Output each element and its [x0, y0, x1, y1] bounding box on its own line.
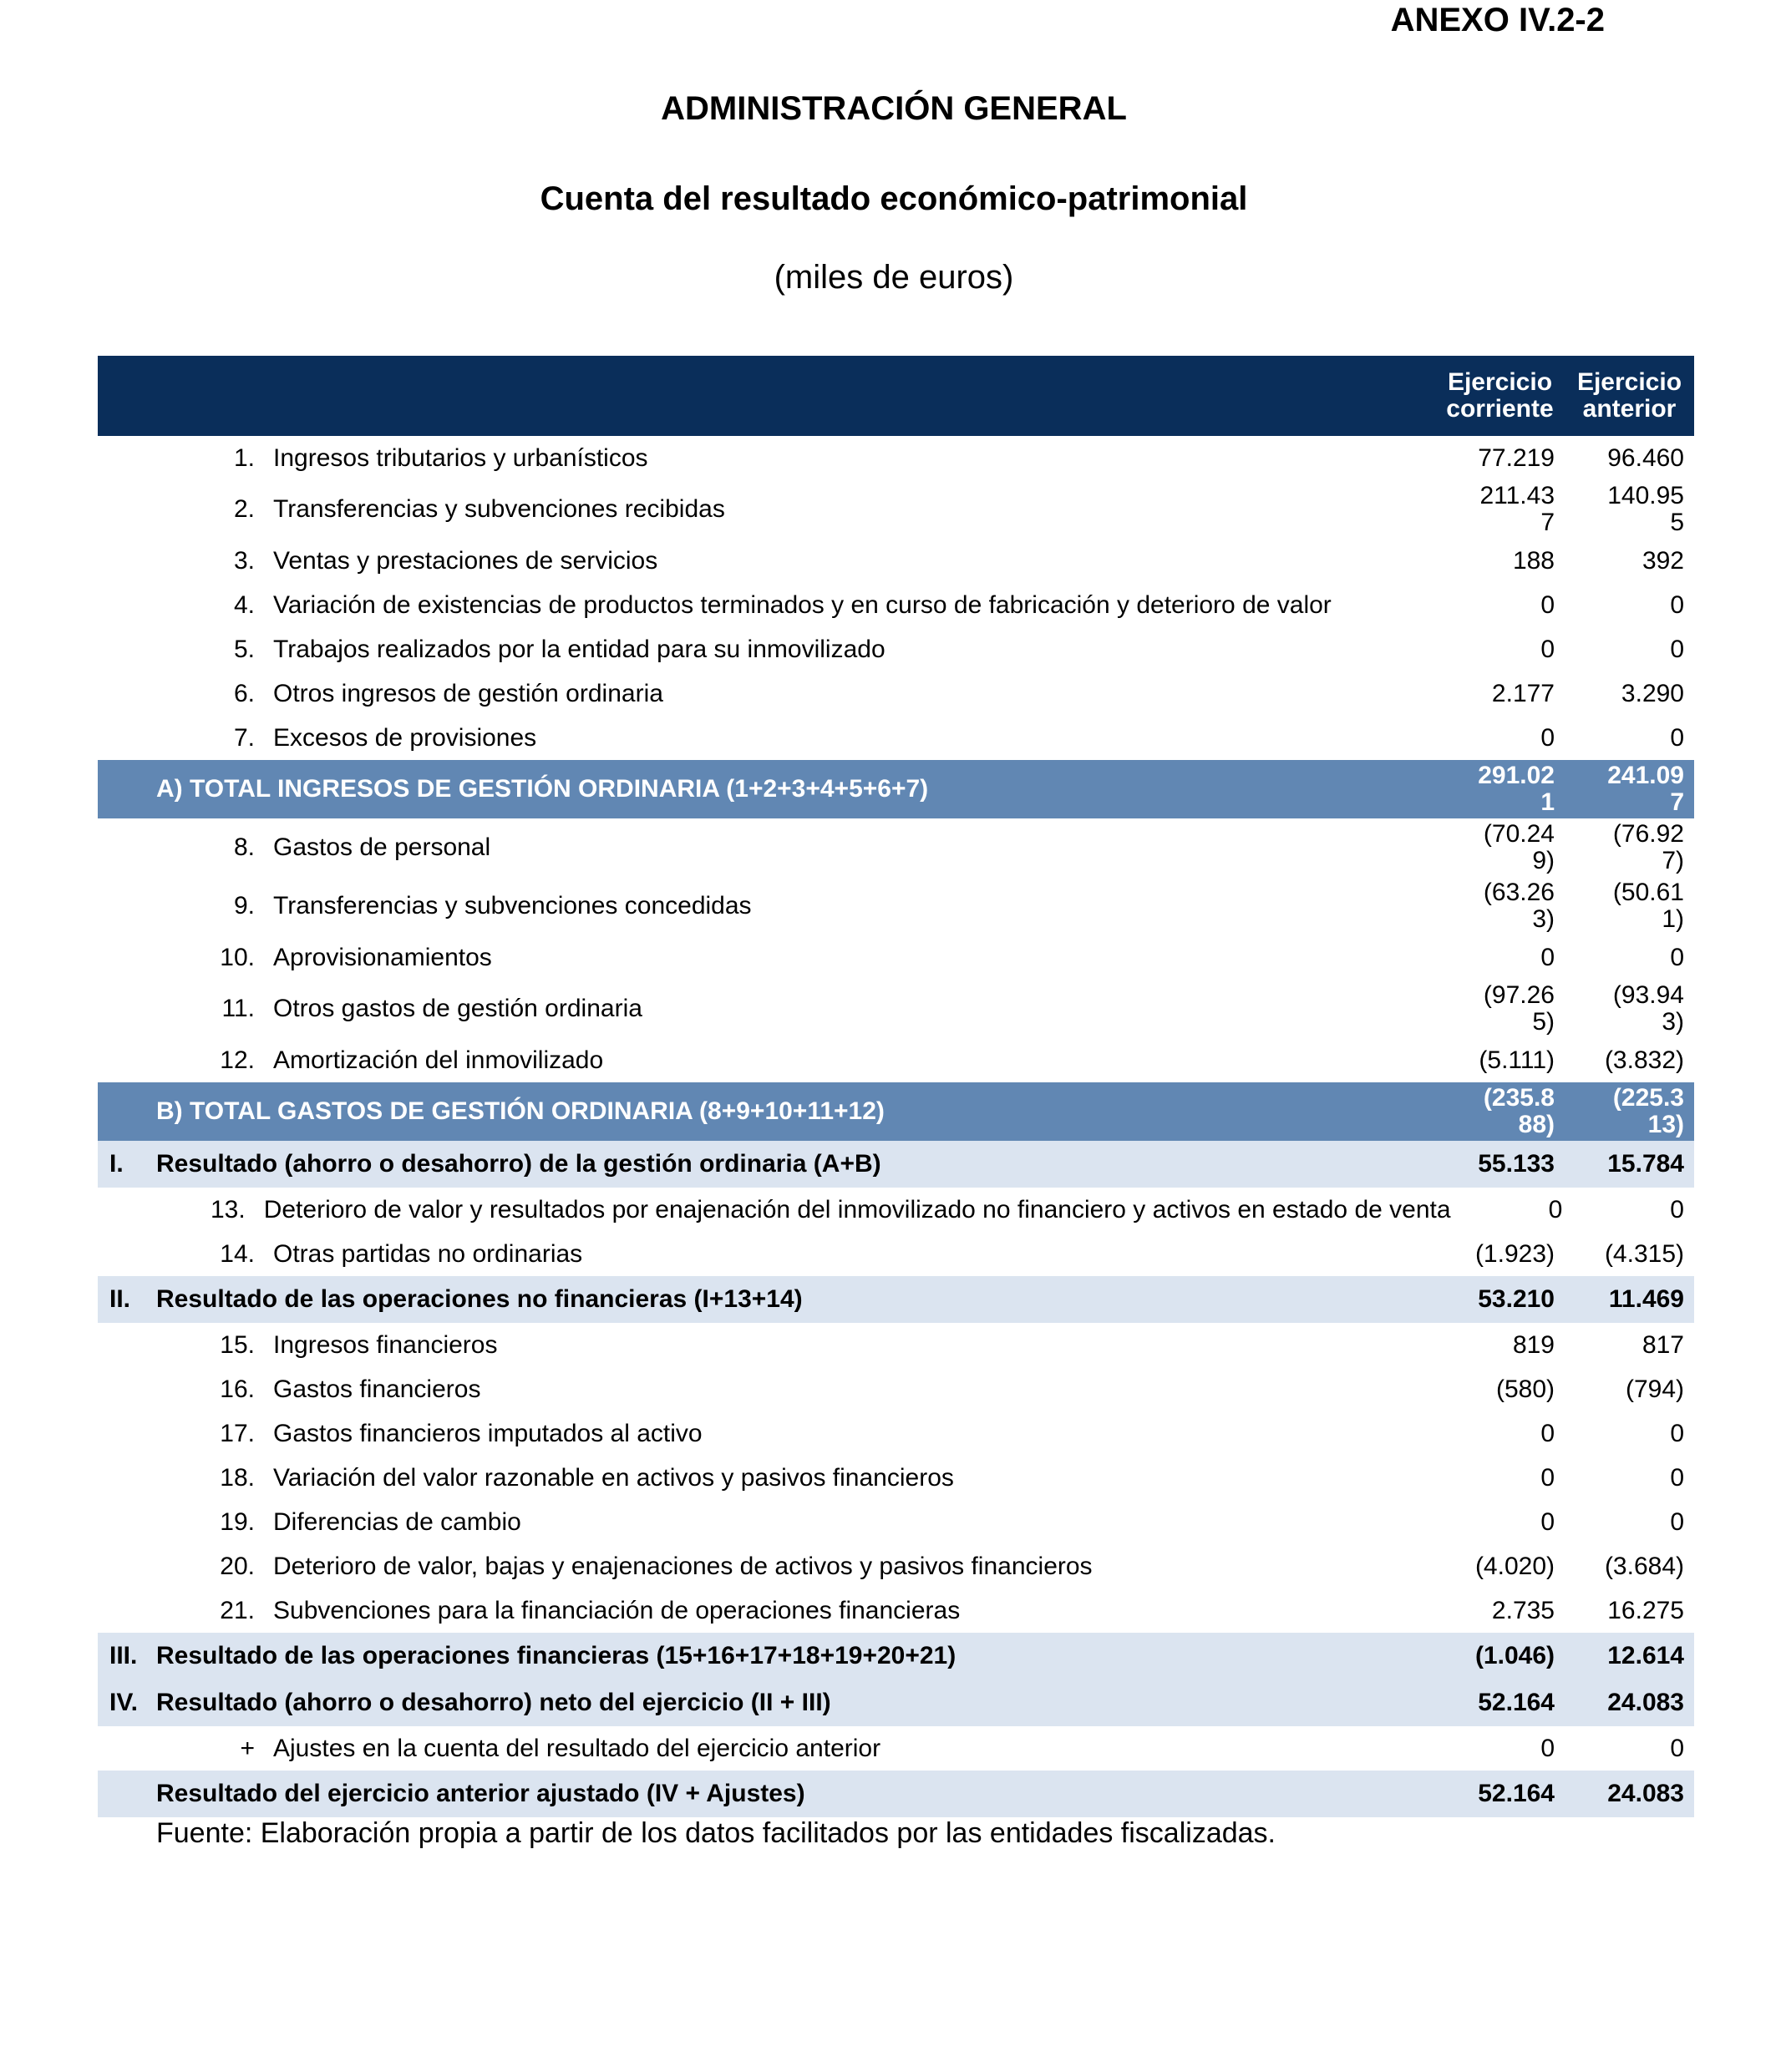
- row-label: A) TOTAL INGRESOS DE GESTIÓN ORDINARIA (1+2+3+4+5+6+7): [156, 775, 929, 803]
- value-current: 0: [1540, 1507, 1555, 1536]
- row-number: 15.: [220, 1330, 255, 1359]
- value-current: (235.8 88): [1483, 1084, 1555, 1138]
- value-current: 0: [1540, 943, 1555, 971]
- row-label: Ingresos financieros: [273, 1330, 498, 1359]
- row-number: +: [240, 1734, 255, 1762]
- row-number: 9.: [233, 892, 255, 919]
- row-number: 19.: [220, 1507, 255, 1536]
- row-number: 6.: [233, 679, 255, 707]
- value-previous: 15.784: [1607, 1150, 1684, 1178]
- result-row: [98, 1633, 1694, 1679]
- row-number: 1.: [233, 443, 255, 472]
- value-previous: (50.61 1): [1612, 879, 1684, 933]
- row-number: 2.: [233, 495, 255, 523]
- table-row: [98, 1456, 1694, 1500]
- row-label: Resultado (ahorro o desahorro) de la gestión ordinaria (A+B): [156, 1150, 881, 1178]
- row-number: 10.: [220, 943, 255, 971]
- total-row: [98, 760, 1694, 818]
- row-label: Trabajos realizados por la entidad para su inmovilizado: [273, 635, 885, 663]
- value-previous: 817: [1642, 1330, 1684, 1359]
- table-row: [98, 1500, 1694, 1544]
- row-label: Deterioro de valor y resultados por enajenación del inmovilizado no financiero y activos en estado de venta: [263, 1195, 1451, 1223]
- table-header: [98, 356, 1694, 436]
- row-label: B) TOTAL GASTOS DE GESTIÓN ORDINARIA (8+9+10+11+12): [156, 1097, 885, 1125]
- result-row: [98, 1771, 1694, 1817]
- document-title: ADMINISTRACIÓN GENERAL: [661, 90, 1127, 127]
- roman-numeral: III.: [109, 1642, 138, 1669]
- row-label: Subvenciones para la financiación de operaciones financieras: [273, 1596, 961, 1624]
- table-row: [98, 818, 1694, 877]
- value-current: (4.020): [1474, 1552, 1555, 1580]
- value-current: 188: [1512, 546, 1555, 575]
- row-label: Gastos financieros: [273, 1375, 481, 1403]
- value-previous: 0: [1670, 590, 1684, 619]
- table-row: [98, 627, 1694, 671]
- value-current: 0: [1540, 590, 1555, 619]
- value-previous: 0: [1670, 1734, 1684, 1762]
- row-label: Deterioro de valor, bajas y enajenaciones de activos y pasivos financieros: [273, 1552, 1093, 1580]
- row-label: Variación de existencias de productos terminados y en curso de fabricación y deterioro de valor: [273, 590, 1332, 619]
- result-row: [98, 1141, 1694, 1188]
- value-current: 55.133: [1478, 1150, 1555, 1178]
- document-subtitle: Cuenta del resultado económico-patrimonial: [540, 180, 1248, 217]
- value-current: (1.923): [1474, 1239, 1555, 1268]
- result-row: [98, 1276, 1694, 1323]
- row-number: 4.: [233, 590, 255, 619]
- value-current: 2.177: [1491, 679, 1555, 707]
- row-label: Resultado (ahorro o desahorro) neto del ejercicio (II + III): [156, 1689, 831, 1716]
- value-current: (1.046): [1474, 1642, 1555, 1669]
- col-header-previous: Ejercicio anterior: [1576, 368, 1682, 423]
- row-number: 11.: [221, 995, 255, 1022]
- value-current: 77.219: [1478, 443, 1555, 472]
- value-previous: 3.290: [1621, 679, 1684, 707]
- row-label: Transferencias y subvenciones recibidas: [273, 495, 725, 523]
- value-previous: 0: [1670, 723, 1684, 752]
- value-previous: 0: [1670, 1507, 1684, 1536]
- value-current: 0: [1540, 1734, 1555, 1762]
- value-previous: (93.94 3): [1612, 981, 1684, 1036]
- row-label: Variación del valor razonable en activos y pasivos financieros: [273, 1463, 954, 1492]
- row-label: Amortización del inmovilizado: [273, 1046, 604, 1074]
- row-label: Transferencias y subvenciones concedidas: [273, 892, 752, 919]
- units-note: (miles de euros): [774, 259, 1014, 296]
- table-row: [98, 1323, 1694, 1367]
- value-previous: (225.3 13): [1612, 1084, 1684, 1138]
- value-previous: 0: [1670, 635, 1684, 663]
- value-current: 52.164: [1478, 1689, 1555, 1716]
- row-label: Ajustes en la cuenta del resultado del ejercicio anterior: [273, 1734, 881, 1762]
- table-row: [98, 1411, 1694, 1456]
- value-current: 211.43 7: [1479, 482, 1555, 536]
- value-previous: 140.95 5: [1607, 482, 1684, 536]
- row-number: 16.: [220, 1375, 255, 1403]
- result-table: [98, 356, 1694, 1817]
- row-label: Otros gastos de gestión ordinaria: [273, 995, 642, 1022]
- row-label: Excesos de provisiones: [273, 723, 537, 752]
- value-current: 291.02 1: [1478, 762, 1555, 816]
- row-label: Resultado de las operaciones no financieras (I+13+14): [156, 1285, 803, 1313]
- value-previous: 241.09 7: [1607, 762, 1684, 816]
- row-label: Gastos de personal: [273, 833, 491, 861]
- table-row: [98, 1588, 1694, 1633]
- table-row: [98, 935, 1694, 980]
- value-previous: 0: [1670, 1419, 1684, 1447]
- roman-numeral: I.: [109, 1150, 124, 1178]
- row-label: Otros ingresos de gestión ordinaria: [273, 679, 663, 707]
- table-row: [98, 716, 1694, 760]
- row-number: 17.: [220, 1419, 255, 1447]
- row-number: 13.: [210, 1195, 246, 1223]
- value-previous: (4.315): [1604, 1239, 1684, 1268]
- value-previous: 24.083: [1607, 1780, 1684, 1807]
- value-previous: (76.92 7): [1612, 820, 1684, 874]
- row-number: 21.: [220, 1596, 255, 1624]
- table-row: [98, 980, 1694, 1038]
- table-row: [98, 1544, 1694, 1588]
- value-previous: 24.083: [1607, 1689, 1684, 1716]
- value-current: 0: [1540, 635, 1555, 663]
- result-row: [98, 1679, 1694, 1726]
- row-number: 3.: [233, 546, 255, 575]
- row-number: 7.: [233, 723, 255, 752]
- source-note: Fuente: Elaboración propia a partir de los datos facilitados por las entidades fiscalizadas.: [156, 1817, 1276, 1849]
- row-label: Gastos financieros imputados al activo: [273, 1419, 703, 1447]
- table-row: [98, 1232, 1694, 1276]
- table-row: [98, 1038, 1694, 1082]
- row-number: 14.: [220, 1239, 255, 1268]
- table-row: [98, 1188, 1694, 1232]
- row-label: Otras partidas no ordinarias: [273, 1239, 583, 1268]
- row-number: 5.: [233, 635, 255, 663]
- value-previous: (3.832): [1604, 1046, 1684, 1074]
- value-previous: 0: [1670, 1195, 1684, 1223]
- table-row: [98, 671, 1694, 716]
- value-current: 0: [1548, 1195, 1563, 1223]
- row-label: Ventas y prestaciones de servicios: [273, 546, 658, 575]
- value-current: (70.24 9): [1483, 820, 1555, 874]
- value-current: 2.735: [1491, 1596, 1555, 1624]
- value-previous: 11.469: [1608, 1285, 1684, 1313]
- table-row: [98, 877, 1694, 935]
- value-current: (5.111): [1479, 1046, 1555, 1074]
- table-row: [98, 1367, 1694, 1411]
- table-row: [98, 583, 1694, 627]
- table-row: [98, 436, 1694, 480]
- value-previous: 0: [1670, 1463, 1684, 1492]
- table-row: [98, 1726, 1694, 1771]
- value-current: 0: [1540, 1419, 1555, 1447]
- value-previous: (3.684): [1604, 1552, 1684, 1580]
- value-current: 53.210: [1478, 1285, 1555, 1313]
- value-previous: 96.460: [1607, 443, 1684, 472]
- row-label: Resultado de las operaciones financieras (15+16+17+18+19+20+21): [156, 1642, 957, 1669]
- col-header-current: Ejercicio corriente: [1446, 368, 1554, 423]
- total-row: [98, 1082, 1694, 1141]
- value-current: (580): [1495, 1375, 1555, 1403]
- row-label: Aprovisionamientos: [273, 943, 492, 971]
- value-current: 819: [1512, 1330, 1555, 1359]
- roman-numeral: II.: [109, 1285, 131, 1313]
- row-label: Resultado del ejercicio anterior ajustado (IV + Ajustes): [156, 1780, 805, 1807]
- row-number: 18.: [220, 1463, 255, 1492]
- value-current: (97.26 5): [1483, 981, 1555, 1036]
- value-previous: 0: [1670, 943, 1684, 971]
- value-previous: 392: [1642, 546, 1684, 575]
- value-previous: (794): [1625, 1375, 1684, 1403]
- table-row: [98, 480, 1694, 539]
- annex-label: ANEXO IV.2-2: [1390, 2, 1605, 38]
- value-current: (63.26 3): [1483, 879, 1555, 933]
- row-label: Ingresos tributarios y urbanísticos: [273, 443, 648, 472]
- table-row: [98, 539, 1694, 583]
- row-number: 8.: [233, 833, 255, 861]
- row-number: 20.: [220, 1552, 255, 1580]
- row-number: 12.: [220, 1046, 255, 1074]
- value-current: 0: [1540, 1463, 1555, 1492]
- row-label: Diferencias de cambio: [273, 1507, 521, 1536]
- value-previous: 16.275: [1607, 1596, 1684, 1624]
- value-current: 52.164: [1478, 1780, 1555, 1807]
- value-current: 0: [1540, 723, 1555, 752]
- roman-numeral: IV.: [109, 1689, 138, 1716]
- value-previous: 12.614: [1607, 1642, 1684, 1669]
